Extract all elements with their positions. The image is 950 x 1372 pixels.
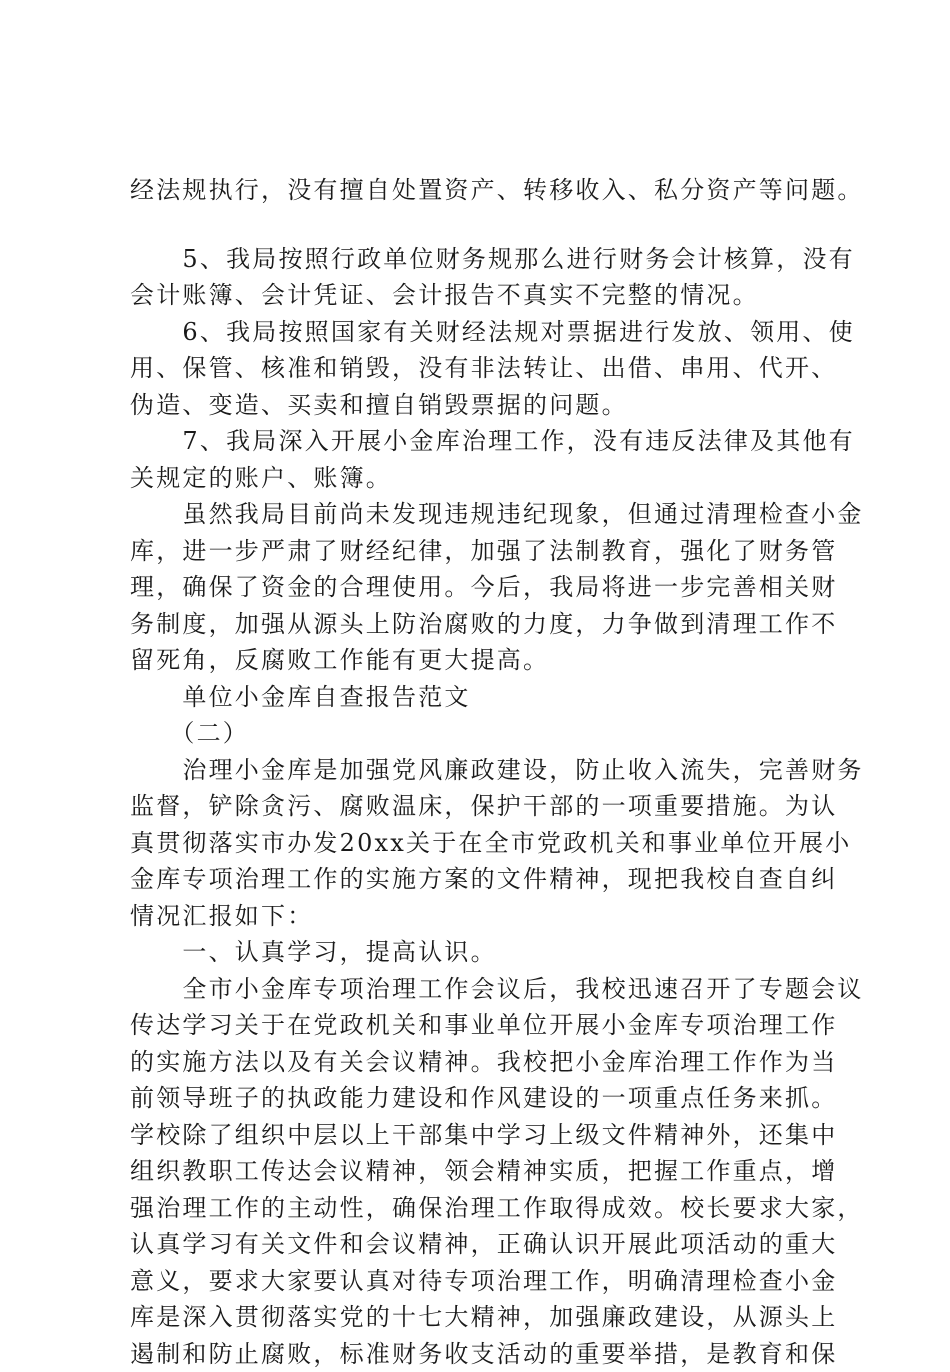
- section-title: 单位小金库自查报告范文: [130, 679, 850, 716]
- text-line: 真贯彻落实市办发20xx关于在全市党政机关和事业单位开展小: [130, 825, 850, 862]
- section-subtitle: （二）: [130, 715, 850, 752]
- text-line: 库是深入贯彻落实党的十七大精神，加强廉政建设，从源头上: [130, 1299, 850, 1336]
- text-line: 全市小金库专项治理工作会议后，我校迅速召开了专题会议: [130, 971, 850, 1008]
- text-line: 监督，铲除贪污、腐败温床，保护干部的一项重要措施。为认: [130, 788, 850, 825]
- text-line: 理，确保了资金的合理使用。今后，我局将进一步完善相关财: [130, 569, 850, 606]
- text-line: 用、保管、核准和销毁，没有非法转让、出借、串用、代开、: [130, 350, 850, 387]
- text-line: 意义，要求大家要认真对待专项治理工作，明确清理检查小金: [130, 1263, 850, 1300]
- paragraph-gap: [130, 209, 850, 241]
- text-line: 传达学习关于在党政机关和事业单位开展小金库专项治理工作: [130, 1007, 850, 1044]
- text-line: 伪造、变造、买卖和擅自销毁票据的问题。: [130, 387, 850, 424]
- text-line: 库，进一步严肃了财经纪律，加强了法制教育，强化了财务管: [130, 533, 850, 570]
- text-line: 6、我局按照国家有关财经法规对票据进行发放、领用、使: [130, 314, 850, 351]
- text-line: 强治理工作的主动性，确保治理工作取得成效。校长要求大家，: [130, 1190, 850, 1227]
- text-line: 组织教职工传达会议精神，领会精神实质，把握工作重点，增: [130, 1153, 850, 1190]
- text-line: 治理小金库是加强党风廉政建设，防止收入流失，完善财务: [130, 752, 850, 789]
- text-line: 虽然我局目前尚未发现违规违纪现象，但通过清理检查小金: [130, 496, 850, 533]
- text-line: 7、我局深入开展小金库治理工作，没有违反法律及其他有: [130, 423, 850, 460]
- text-line: 金库专项治理工作的实施方案的文件精神，现把我校自查自纠: [130, 861, 850, 898]
- text-line: 认真学习有关文件和会议精神，正确认识开展此项活动的重大: [130, 1226, 850, 1263]
- text-line: 的实施方法以及有关会议精神。我校把小金库治理工作作为当: [130, 1044, 850, 1081]
- text-line: 学校除了组织中层以上干部集中学习上级文件精神外，还集中: [130, 1117, 850, 1154]
- document-body: [130, 172, 850, 1372]
- text-line: 情况汇报如下：: [130, 898, 850, 935]
- section-heading: 一、认真学习，提高认识。: [130, 934, 850, 971]
- text-line: 遏制和防止腐败，标准财务收支活动的重要举措，是教育和保: [130, 1336, 850, 1372]
- text-line: 5、我局按照行政单位财务规那么进行财务会计核算，没有: [130, 241, 850, 278]
- text-line: 关规定的账户、账簿。: [130, 460, 850, 497]
- text-line: 留死角，反腐败工作能有更大提高。: [130, 642, 850, 679]
- text-line: 会计账簿、会计凭证、会计报告不真实不完整的情况。: [130, 277, 850, 314]
- text-line: 前领导班子的执政能力建设和作风建设的一项重点任务来抓。: [130, 1080, 850, 1117]
- text-line: 务制度，加强从源头上防治腐败的力度，力争做到清理工作不: [130, 606, 850, 643]
- text-line: 经法规执行，没有擅自处置资产、转移收入、私分资产等问题。: [130, 172, 850, 209]
